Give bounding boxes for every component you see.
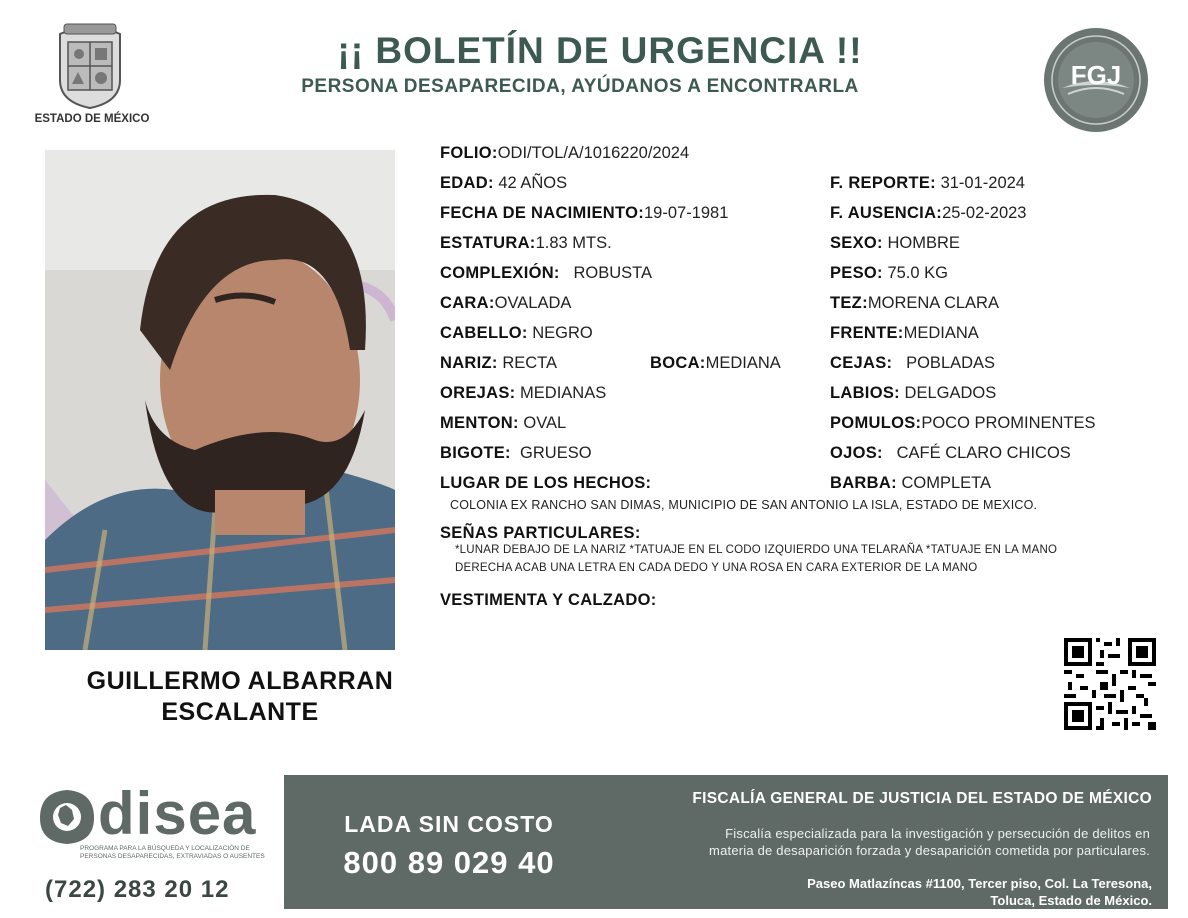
complexion-value: ROBUSTA	[573, 264, 653, 282]
f-ausencia-value: 25-02-2023	[942, 204, 1027, 222]
edad-value: 42 AÑOS	[498, 174, 568, 192]
estatura-value: 1.83 MTS.	[535, 234, 612, 252]
menton-row	[440, 414, 566, 433]
lugar-value: COLONIA EX RANCHO SAN DIMAS, MUNICIPIO DE SAN ANTONIO LA ISLA, ESTADO DE MEXICO.	[450, 498, 1038, 512]
complexion-row	[440, 264, 652, 283]
odisea-tagline: PROGRAMA PARA LA BÚSQUEDA Y LOCALIZACIÓN DE PERSONAS DESAPARECIDAS, EXTRAVIADAS O AUSENTES	[80, 845, 265, 860]
f-ausencia-label: F. AUSENCIA:	[830, 204, 943, 222]
tez-label: TEZ:	[830, 294, 868, 312]
labios-value: DELGADOS	[904, 384, 997, 402]
person-name-line1: GUILLERMO ALBARRAN	[86, 667, 394, 695]
sexo-value: HOMBRE	[887, 234, 960, 252]
cara-label: CARA:	[440, 294, 495, 312]
cejas-row	[830, 354, 995, 373]
f-reporte-row	[830, 174, 1025, 193]
frente-value: MEDIANA	[903, 324, 979, 342]
fecha-nacimiento-label: FECHA DE NACIMIENTO:	[440, 204, 644, 222]
boca-row	[650, 354, 781, 373]
cejas-value: POBLADAS	[906, 354, 996, 372]
cara-value: OVALADA	[494, 294, 572, 312]
orejas-label: OREJAS:	[440, 384, 516, 402]
menton-label: MENTON:	[440, 414, 519, 432]
cejas-label: CEJAS:	[830, 354, 893, 372]
ojos-value: CAFÉ CLARO CHICOS	[896, 444, 1071, 462]
tez-row	[830, 294, 999, 313]
nariz-value: RECTA	[502, 354, 558, 372]
person-name-line2: ESCALANTE	[161, 698, 319, 726]
cabello-label: CABELLO:	[440, 324, 528, 342]
f-reporte-label: F. REPORTE:	[830, 174, 936, 192]
edad-row	[440, 174, 567, 193]
nariz-row	[440, 354, 557, 373]
vestimenta-label: VESTIMENTA Y CALZADO:	[440, 591, 657, 609]
fecha-nacimiento-value: 19-07-1981	[644, 204, 729, 222]
boca-label: BOCA:	[650, 354, 706, 372]
complexion-label: COMPLEXIÓN:	[440, 264, 560, 282]
barba-row	[830, 474, 991, 493]
fgj-title: FISCALÍA GENERAL DE JUSTICIA DEL ESTADO DE MÉXICO	[692, 790, 1152, 807]
address-line2: Toluca, Estado de México.	[990, 893, 1152, 908]
footer-banner	[284, 775, 1168, 909]
address-line1: Paseo Matlazíncas #1100, Tercer piso, Col. La Teresona,	[807, 876, 1152, 891]
orejas-row	[440, 384, 606, 403]
peso-row	[830, 264, 948, 283]
ojos-label: OJOS:	[830, 444, 883, 462]
lada-label: LADA SIN COSTO	[344, 811, 554, 837]
nariz-label: NARIZ:	[440, 354, 498, 372]
fgj-seal	[1042, 26, 1150, 134]
missing-person-photo	[45, 150, 395, 650]
frente-label: FRENTE:	[830, 324, 904, 342]
bulletin-title: ¡¡ BOLETÍN DE URGENCIA !!	[337, 30, 863, 71]
odisea-phone[interactable]: (722) 283 20 12	[45, 876, 230, 903]
lugar-label: LUGAR DE LOS HECHOS:	[440, 474, 652, 492]
bulletin-subtitle: PERSONA DESAPARECIDA, AYÚDANOS A ENCONTRARLA	[301, 76, 859, 97]
cabello-value: NEGRO	[532, 324, 593, 342]
fgj-desc-line2: materia de desaparición forzada y desaparición cometida por particulares.	[709, 843, 1150, 858]
folio-label: FOLIO:	[440, 144, 498, 162]
tez-value: MORENA CLARA	[867, 294, 999, 312]
bigote-row	[440, 444, 592, 463]
pomulos-value: POCO PROMINENTES	[921, 414, 1096, 432]
barba-label: BARBA:	[830, 474, 897, 492]
odisea-wordmark: disea	[98, 780, 257, 847]
bigote-value: GRUESO	[520, 444, 592, 462]
person-name	[40, 666, 440, 728]
senas-line2: DERECHA ACAB UNA LETRA EN CADA DEDO Y UNA ROSA EN CARA EXTERIOR DE LA MANO	[455, 562, 978, 574]
pomulos-label: POMULOS:	[830, 414, 922, 432]
cara-row	[440, 294, 571, 313]
labios-label: LABIOS:	[830, 384, 900, 402]
cabello-row	[440, 324, 593, 343]
orejas-value: MEDIANAS	[520, 384, 607, 402]
f-reporte-value: 31-01-2024	[940, 174, 1025, 192]
peso-label: PESO:	[830, 264, 883, 282]
labios-row	[830, 384, 996, 403]
estatura-label: ESTATURA:	[440, 234, 536, 252]
fgj-description	[584, 825, 1150, 859]
frente-row	[830, 324, 979, 343]
qr-code[interactable]	[1064, 638, 1156, 730]
barba-value: COMPLETA	[901, 474, 992, 492]
senas-label: SEÑAS PARTICULARES:	[440, 524, 641, 542]
bigote-label: BIGOTE:	[440, 444, 511, 462]
peso-value: 75.0 KG	[887, 264, 948, 282]
estado-mexico-label: ESTADO DE MÉXICO	[34, 113, 150, 125]
senas-line1: *LUNAR DEBAJO DE LA NARIZ *TATUAJE EN EL CODO IZQUIERDO UNA TELARAÑA *TATUAJE EN LA MANO	[455, 544, 1058, 556]
fgj-address	[584, 875, 1152, 909]
edad-label: EDAD:	[440, 174, 494, 192]
fgj-seal-text: FGJ	[1070, 60, 1122, 90]
boca-value: MEDIANA	[705, 354, 781, 372]
folio-row	[440, 144, 689, 163]
menton-value: OVAL	[523, 414, 567, 432]
folio-value: ODI/TOL/A/1016220/2024	[497, 144, 690, 162]
odisea-map-icon	[36, 788, 98, 846]
ojos-row	[830, 444, 1071, 463]
sexo-row	[830, 234, 960, 253]
fgj-desc-line1: Fiscalía especializada para la investigación y persecución de delitos en	[725, 826, 1150, 841]
sexo-label: SEXO:	[830, 234, 883, 252]
estado-mexico-emblem	[50, 20, 130, 110]
f-ausencia-row	[830, 204, 1026, 223]
fecha-nacimiento-row	[440, 204, 728, 223]
estatura-row	[440, 234, 612, 253]
pomulos-row	[830, 414, 1096, 433]
lada-phone[interactable]: 800 89 029 40	[343, 845, 555, 880]
